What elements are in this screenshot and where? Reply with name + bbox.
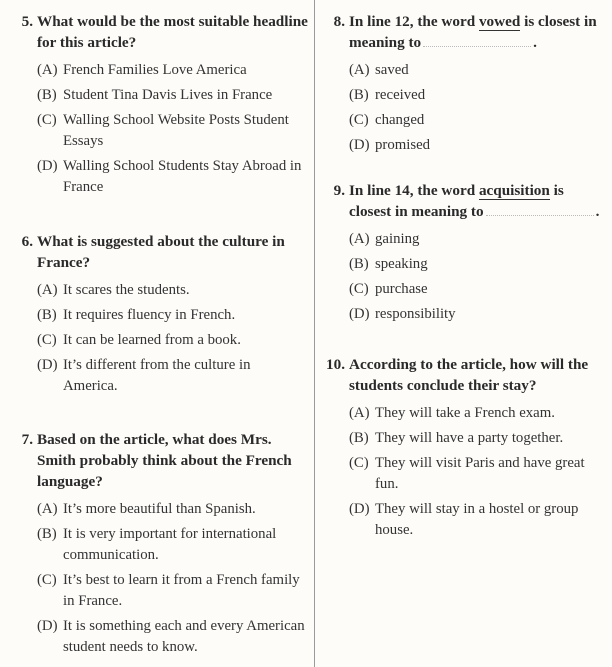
answer-option-c[interactable] bbox=[0, 330, 314, 351]
answer-option-d[interactable] bbox=[0, 156, 314, 198]
question-end: . bbox=[533, 34, 537, 51]
answer-option-b[interactable] bbox=[0, 524, 314, 566]
option-letter: (A) bbox=[349, 405, 370, 421]
answer-option-a[interactable] bbox=[0, 60, 314, 81]
answer-option-d[interactable] bbox=[318, 499, 612, 541]
question-9 bbox=[318, 180, 612, 329]
option-letter: (B) bbox=[349, 430, 369, 446]
question-number: 7. bbox=[21, 431, 33, 448]
option-letter: (C) bbox=[37, 332, 57, 348]
answer-options bbox=[318, 403, 612, 541]
question-text: According to the article, how will the students conclude their stay? bbox=[349, 356, 589, 394]
option-letter: (B) bbox=[37, 87, 57, 103]
answer-option-a[interactable] bbox=[318, 229, 612, 250]
question-6 bbox=[0, 231, 314, 401]
answer-option-a[interactable] bbox=[0, 499, 314, 520]
question-number: 10. bbox=[326, 356, 345, 373]
option-text: It’s best to learn it from a French family in France. bbox=[63, 572, 300, 609]
option-letter: (C) bbox=[349, 455, 369, 471]
answer-option-a[interactable] bbox=[318, 403, 612, 424]
question-stem bbox=[0, 231, 314, 273]
answer-option-d[interactable] bbox=[318, 135, 612, 156]
option-letter: (A) bbox=[349, 62, 370, 78]
question-stem bbox=[318, 11, 612, 53]
option-letter: (B) bbox=[37, 526, 57, 542]
question-7 bbox=[0, 429, 314, 662]
option-letter: (D) bbox=[37, 158, 58, 174]
option-letter: (D) bbox=[349, 306, 370, 322]
answer-option-c[interactable] bbox=[0, 570, 314, 612]
question-text: What would be the most suitable headline for this article? bbox=[37, 13, 308, 51]
option-text: saved bbox=[375, 62, 409, 78]
question-number: 6. bbox=[21, 233, 33, 250]
question-number: 9. bbox=[333, 182, 345, 199]
option-text: It’s more beautiful than Spanish. bbox=[63, 501, 256, 517]
option-letter: (A) bbox=[37, 282, 58, 298]
question-text-after: is closest in meaning to bbox=[349, 13, 597, 51]
answer-option-c[interactable] bbox=[0, 110, 314, 152]
column-divider bbox=[314, 0, 315, 667]
answer-option-b[interactable] bbox=[0, 305, 314, 326]
option-letter: (B) bbox=[349, 256, 369, 272]
answer-option-d[interactable] bbox=[0, 616, 314, 658]
answer-option-d[interactable] bbox=[318, 304, 612, 325]
option-letter: (C) bbox=[349, 281, 369, 297]
answer-options bbox=[0, 280, 314, 397]
answer-blank bbox=[486, 201, 594, 216]
option-text: changed bbox=[375, 112, 425, 128]
option-letter: (A) bbox=[37, 501, 58, 517]
option-letter: (A) bbox=[37, 62, 58, 78]
answer-options bbox=[318, 229, 612, 325]
answer-options bbox=[0, 60, 314, 198]
question-8 bbox=[318, 11, 612, 160]
answer-option-b[interactable] bbox=[0, 85, 314, 106]
option-text: It’s different from the culture in America. bbox=[63, 357, 251, 394]
option-letter: (D) bbox=[349, 137, 370, 153]
option-text: speaking bbox=[375, 256, 428, 272]
option-letter: (C) bbox=[37, 572, 57, 588]
option-letter: (B) bbox=[349, 87, 369, 103]
answer-option-c[interactable] bbox=[318, 279, 612, 300]
answer-options bbox=[0, 499, 314, 658]
question-10 bbox=[318, 354, 612, 545]
option-letter: (C) bbox=[349, 112, 369, 128]
option-text: received bbox=[375, 87, 426, 103]
option-text: It is something each and every American student needs to know. bbox=[63, 618, 305, 655]
question-text-before: In line 12, the word bbox=[349, 13, 476, 30]
answer-option-b[interactable] bbox=[318, 428, 612, 449]
question-5 bbox=[0, 11, 314, 202]
question-stem bbox=[0, 11, 314, 53]
answer-option-d[interactable] bbox=[0, 355, 314, 397]
option-text: Walling School Website Posts Student Essays bbox=[63, 112, 289, 149]
option-letter: (C) bbox=[37, 112, 57, 128]
option-text: responsibility bbox=[375, 306, 456, 322]
question-end: . bbox=[595, 203, 600, 220]
option-letter: (D) bbox=[37, 357, 58, 373]
option-text: It is very important for international communication. bbox=[63, 526, 277, 563]
option-letter: (D) bbox=[349, 501, 370, 517]
option-text: It can be learned from a book. bbox=[63, 332, 241, 348]
answer-options bbox=[318, 60, 612, 156]
option-text: They will stay in a hostel or group house. bbox=[375, 501, 579, 538]
option-text: It scares the students. bbox=[63, 282, 190, 298]
option-text: They will visit Paris and have great fun. bbox=[375, 455, 585, 492]
option-text: They will take a French exam. bbox=[375, 405, 555, 421]
option-text: promised bbox=[375, 137, 431, 153]
option-text: gaining bbox=[375, 231, 420, 247]
answer-option-a[interactable] bbox=[0, 280, 314, 301]
question-stem bbox=[0, 429, 314, 492]
question-number: 8. bbox=[333, 13, 345, 30]
option-text: It requires fluency in French. bbox=[63, 307, 236, 323]
question-stem bbox=[318, 180, 612, 222]
option-letter: (B) bbox=[37, 307, 57, 323]
underlined-word: vowed bbox=[478, 13, 521, 30]
option-letter: (D) bbox=[37, 618, 58, 634]
answer-option-a[interactable] bbox=[318, 60, 612, 81]
question-number: 5. bbox=[21, 13, 33, 30]
option-text: purchase bbox=[375, 281, 428, 297]
question-text-before: In line 14, the word bbox=[349, 182, 476, 199]
option-text: They will have a party together. bbox=[375, 430, 564, 446]
answer-option-c[interactable] bbox=[318, 453, 612, 495]
answer-option-b[interactable] bbox=[318, 254, 612, 275]
answer-option-c[interactable] bbox=[318, 110, 612, 131]
answer-blank bbox=[423, 32, 531, 47]
question-text-after: is closest in meaning to bbox=[349, 182, 564, 220]
question-stem bbox=[318, 354, 612, 396]
underlined-word: acquisition bbox=[478, 182, 550, 199]
question-text: What is suggested about the culture in France? bbox=[37, 233, 285, 271]
option-text: French Families Love America bbox=[63, 62, 247, 78]
question-text: Based on the article, what does Mrs. Smith probably think about the French language? bbox=[37, 431, 292, 490]
option-text: Student Tina Davis Lives in France bbox=[63, 87, 273, 103]
answer-option-b[interactable] bbox=[318, 85, 612, 106]
option-text: Walling School Students Stay Abroad in France bbox=[63, 158, 302, 195]
option-letter: (A) bbox=[349, 231, 370, 247]
